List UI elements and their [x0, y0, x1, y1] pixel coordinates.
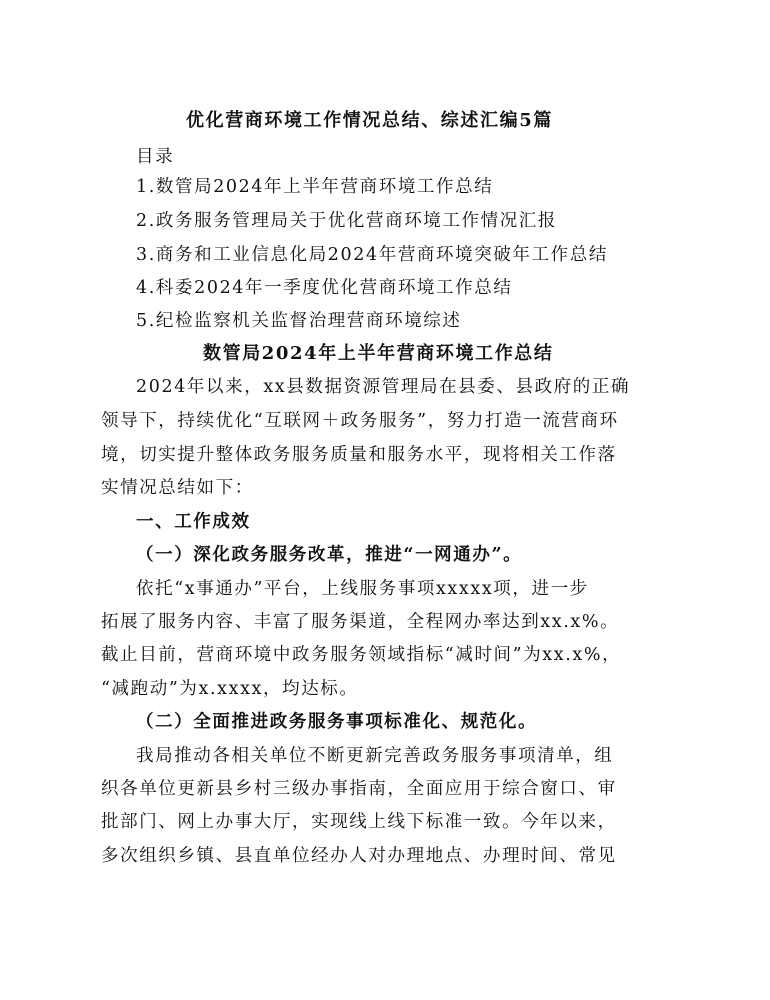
toc-item-4: 4.科委2024年一季度优化营商环境工作总结: [136, 278, 513, 298]
paragraph-line: 多次组织乡镇、县直单位经办人对办理地点、办理时间、常见: [101, 846, 617, 866]
paragraph-line: 拓展了服务内容、丰富了服务渠道，全程网办率达到xx.x%。: [101, 612, 620, 632]
paragraph-line: 境，切实提升整体政务服务质量和服务水平，现将相关工作落: [101, 445, 617, 465]
toc-label: 目录: [136, 147, 175, 167]
main-title: 优化营商环境工作情况总结、综述汇编5篇: [186, 110, 553, 131]
article-title: 数管局2024年上半年营商环境工作总结: [203, 343, 554, 364]
paragraph-line: 织各单位更新县乡村三级办事指南，全面应用于综合窗口、审: [101, 779, 617, 799]
toc-item-1: 1.数管局2024年上半年营商环境工作总结: [136, 177, 494, 197]
toc-item-5: 5.纪检监察机关监督治理营商环境综述: [136, 311, 462, 331]
section-heading: 一、工作成效: [136, 512, 251, 532]
paragraph-line: 实情况总结如下：: [101, 478, 254, 498]
paragraph-line: 批部门、网上办事大厅，实现线上线下标准一致。今年以来，: [101, 812, 617, 832]
paragraph-line: 依托“x事通办”平台，上线服务事项xxxxx项，进一步: [136, 579, 589, 599]
paragraph-line: 领导下，持续优化“互联网＋政务服务”，努力打造一流营商环: [101, 411, 619, 431]
subsection-heading: （二）全面推进政务服务事项标准化、规范化。: [136, 712, 538, 732]
subsection-heading: （一）深化政务服务改革，推进“一网通办”。: [136, 545, 523, 565]
toc-item-3: 3.商务和工业信息化局2024年营商环境突破年工作总结: [136, 245, 608, 265]
paragraph-line: 我局推动各相关单位不断更新完善政务服务事项清单，组: [136, 746, 614, 766]
paragraph-line: “减跑动”为x.xxxx，均达标。: [101, 679, 359, 699]
toc-item-2: 2.政务服务管理局关于优化营商环境工作情况汇报: [136, 211, 557, 231]
paragraph-line: 2024年以来，xx县数据资源管理局在县委、县政府的正确: [136, 377, 631, 397]
paragraph-line: 截止目前，营商环境中政务服务领域指标“减时间”为xx.x%，: [101, 645, 622, 665]
